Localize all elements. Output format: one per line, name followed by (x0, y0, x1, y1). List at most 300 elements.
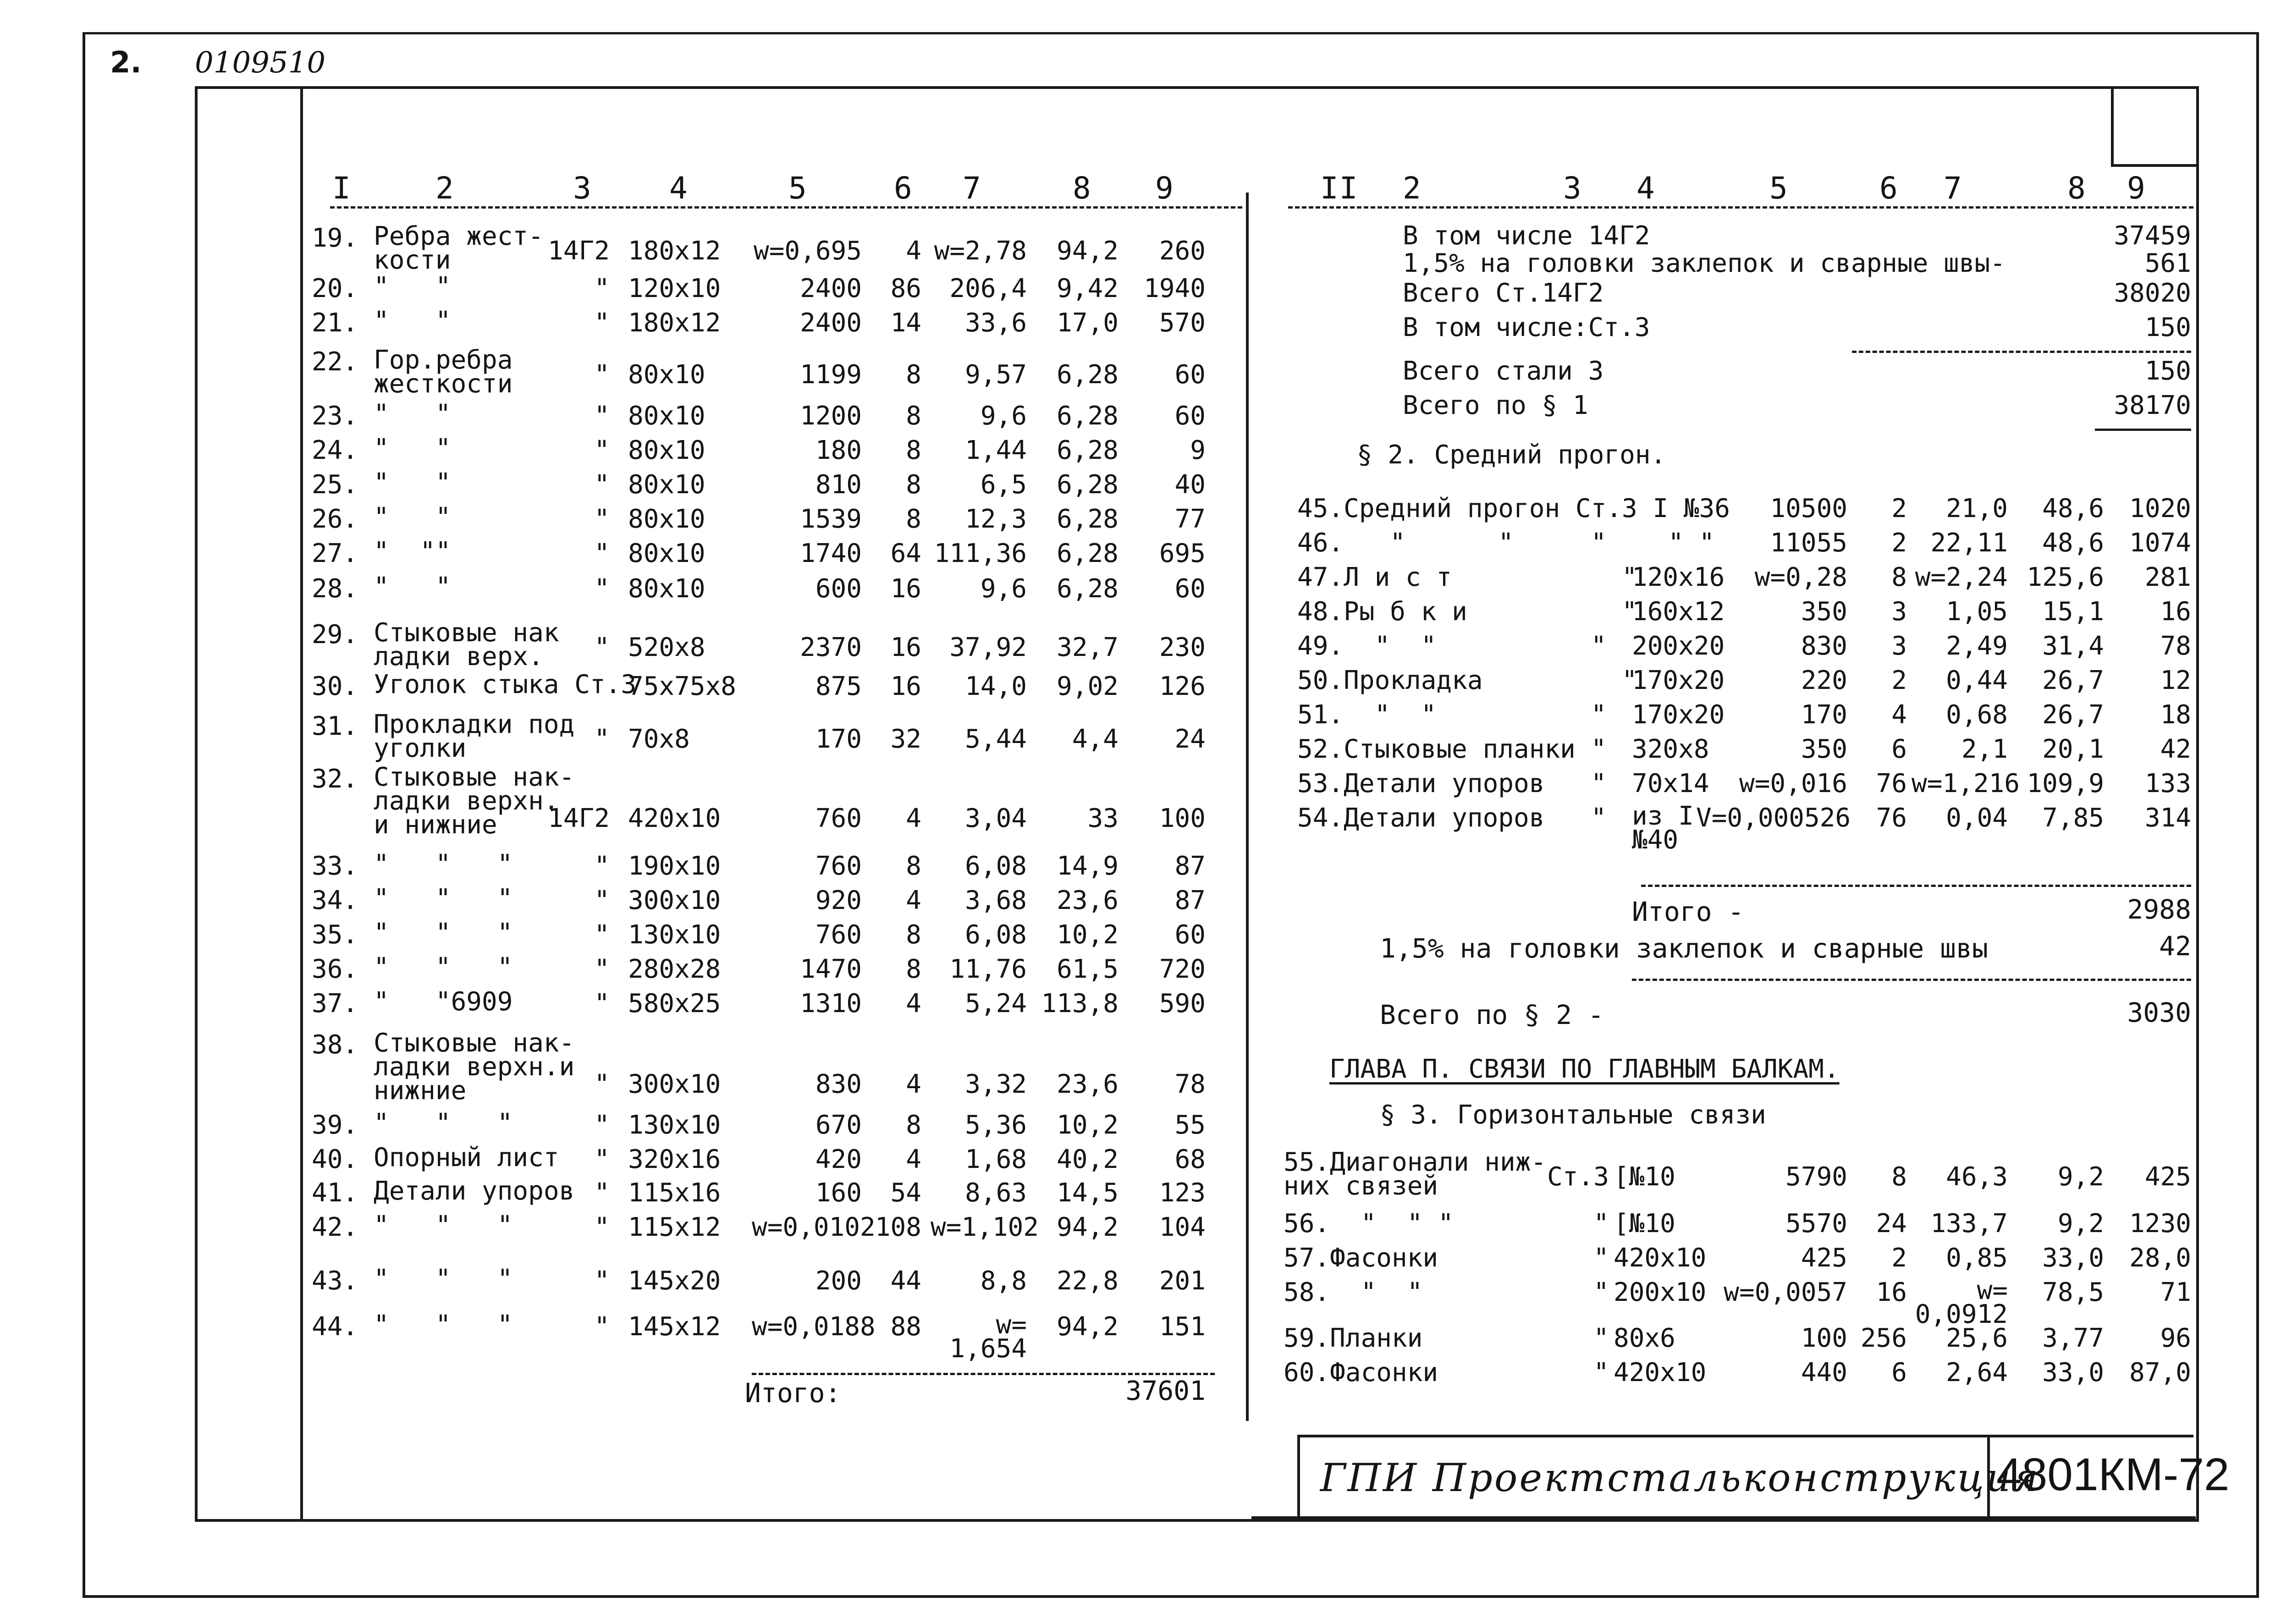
section-size: 180x12 (628, 236, 721, 266)
weight: 71 (2160, 1277, 2191, 1307)
corner-box (2111, 86, 2196, 167)
section-size: 420x10 (1614, 1243, 1707, 1273)
length: 10500 (1770, 494, 1847, 523)
unit-weight: 23,6 (1057, 1069, 1118, 1099)
weight: 151 (1159, 1312, 1206, 1342)
section-size: 200x20 (1632, 631, 1725, 661)
quantity: 8 (906, 360, 921, 390)
section-size: 80x10 (628, 360, 705, 390)
section2-rivets-value: 42 (2159, 930, 2191, 962)
section-size: 420x10 (628, 804, 721, 833)
summary-rule-2 (2095, 429, 2191, 431)
length: 2370 (800, 633, 862, 662)
length: 11055 (1770, 528, 1847, 558)
stamp-organization: ГПИ Проектстальконструкция (1320, 1455, 2040, 1500)
quantity: 54 (890, 1178, 921, 1208)
section-size: 190x10 (628, 851, 721, 881)
item-name: Детали упоров (374, 1176, 575, 1206)
item-name: 51. " " " (1297, 700, 1607, 730)
row-number: 39. (312, 1110, 358, 1140)
stamp-doc-number: 4801КМ-72 (1996, 1449, 2230, 1500)
steel-grade: " (594, 1110, 610, 1140)
quantity: 4 (906, 989, 921, 1018)
item-name: " " " (374, 1310, 513, 1340)
total-length: 6,5 (980, 470, 1027, 500)
quantity: 2 (1891, 666, 1907, 695)
total-length: w= 1,654 (949, 1310, 1027, 1364)
item-name: 58. " " (1284, 1277, 1423, 1307)
weight: 123 (1159, 1178, 1206, 1208)
length: 220 (1801, 666, 1847, 695)
summary-label: 1,5% на головки заклепок и сварные швы- (1403, 248, 2006, 278)
unit-weight: 78,5 (2042, 1277, 2104, 1307)
unit-weight: 10,2 (1057, 1110, 1118, 1140)
weight: 87,0 (2129, 1358, 2191, 1387)
item-name: " " (374, 502, 451, 532)
length: 760 (815, 804, 862, 833)
length: 170 (815, 724, 862, 754)
weight: 260 (1159, 236, 1206, 266)
total-length: 3,32 (965, 1069, 1027, 1099)
total-length: 9,57 (965, 360, 1027, 390)
weight: 87 (1174, 886, 1206, 915)
steel-grade: " (594, 633, 610, 662)
item-name: 48.Ры б к и " (1297, 597, 1637, 627)
page-number: 2. (110, 46, 142, 80)
unit-weight: 9,42 (1057, 274, 1118, 303)
weight: 570 (1159, 308, 1206, 338)
section2-title-text: § 2. Средний прогон. (1357, 440, 1666, 470)
section-size: 130x10 (628, 920, 721, 950)
weight: 60 (1174, 574, 1206, 604)
total-length: 111,36 (934, 539, 1027, 568)
length: 670 (815, 1110, 862, 1140)
total-length: 37,92 (949, 633, 1027, 662)
row-number: 31. (312, 711, 358, 741)
length: 350 (1801, 734, 1847, 764)
section-size: 170x20 (1632, 700, 1725, 730)
unit-weight: 33,0 (2042, 1243, 2104, 1273)
left-header-col-6: 6 (894, 171, 913, 206)
unit-weight: 109,9 (2027, 769, 2104, 798)
item-name: " "" (374, 537, 451, 567)
right-header-col-5: 5 (1769, 171, 1789, 206)
quantity: 76 (1876, 803, 1907, 833)
length: 875 (815, 672, 862, 701)
unit-weight: 6,28 (1057, 470, 1118, 500)
section2-total-value: 3030 (2127, 997, 2191, 1028)
total-length: 9,6 (980, 401, 1027, 431)
quantity: 24 (1876, 1209, 1907, 1239)
item-name: Стыковые нак ладки верх. (374, 618, 559, 672)
section-size: 130x10 (628, 1110, 721, 1140)
quantity: 4 (906, 1069, 921, 1099)
summary-label: Всего стали 3 (1403, 356, 1604, 386)
steel-grade: " (594, 401, 610, 431)
unit-weight: 48,6 (2042, 494, 2104, 523)
left-header-col-1: I (332, 171, 352, 206)
quantity: 44 (890, 1266, 921, 1296)
quantity: 4 (906, 236, 921, 266)
sheet-code: 0109510 (195, 46, 326, 80)
length: w=0,0057 (1724, 1277, 1847, 1307)
left-header-col-7: 7 (963, 171, 982, 206)
section-size: 70x8 (628, 724, 690, 754)
total-length: 206,4 (949, 274, 1027, 303)
summary-rule-1 (1852, 351, 2191, 353)
section2-itogo-value: 2988 (2127, 894, 2191, 925)
total-length: 0,04 (1946, 803, 2008, 833)
summary-value: 150 (2144, 356, 2191, 386)
quantity: 88 (890, 1312, 921, 1342)
unit-weight: 33,0 (2042, 1358, 2104, 1387)
right-header-col-1: II (1320, 171, 1359, 206)
weight: 1074 (2129, 528, 2191, 558)
item-name: " " (374, 306, 451, 336)
row-number: 35. (312, 920, 358, 950)
section-size: 300x10 (628, 1069, 721, 1099)
item-name: 57.Фасонки (1284, 1243, 1438, 1273)
section3-row (0, 1359, 2292, 1416)
item-name: " " " (374, 918, 513, 948)
unit-weight: 23,6 (1057, 886, 1118, 915)
total-length: 8,8 (980, 1266, 1027, 1296)
summary-value: 150 (2144, 313, 2191, 342)
quantity: 8 (906, 920, 921, 950)
section2-itogo-label: Итого - (1632, 896, 1744, 927)
quantity: 8 (1891, 562, 1907, 592)
stamp-rule-left (1297, 1435, 1300, 1517)
total-length: 2,49 (1946, 631, 2008, 661)
weight: 60 (1174, 920, 1206, 950)
row-number: 21. (312, 308, 358, 338)
unit-weight: 31,4 (2042, 631, 2104, 661)
row-number: 36. (312, 954, 358, 984)
section-size: 300x10 (628, 886, 721, 915)
length: w=0,0102 (752, 1212, 876, 1242)
length: w=0,016 (1739, 769, 1847, 798)
total-length: 5,44 (965, 724, 1027, 754)
weight: 590 (1159, 989, 1206, 1018)
length: 160 (815, 1178, 862, 1208)
item-name: Опорный лист (374, 1143, 559, 1173)
total-length: 3,68 (965, 886, 1027, 915)
steel-grade: " (594, 470, 610, 500)
row-number: 19. (312, 223, 358, 253)
summary-label: Всего Ст.14Г2 (1403, 278, 1604, 308)
summary-value: 38020 (2114, 278, 2191, 308)
quantity: 16 (890, 633, 921, 662)
weight: 42 (2160, 734, 2191, 764)
item-name: " " " (374, 849, 513, 879)
unit-weight: 125,6 (2027, 562, 2104, 592)
length: 1310 (800, 989, 862, 1018)
weight: 87 (1174, 851, 1206, 881)
quantity: 4 (1891, 700, 1907, 730)
section-size: 80x10 (628, 470, 705, 500)
weight: 695 (1159, 539, 1206, 568)
length: 2400 (800, 308, 862, 338)
item-name: " " " (374, 1211, 513, 1240)
section-size: 200x10 (1614, 1277, 1707, 1307)
total-length: 1,44 (965, 435, 1027, 465)
section-size: 180x12 (628, 308, 721, 338)
length: 1200 (800, 401, 862, 431)
quantity: 2 (1891, 528, 1907, 558)
total-length: 46,3 (1946, 1162, 2008, 1192)
steel-grade: " (1593, 1358, 1609, 1387)
total-length: 0,44 (1946, 666, 2008, 695)
steel-grade: " (594, 435, 610, 465)
total-length: 2,1 (1961, 734, 2008, 764)
length: 830 (815, 1069, 862, 1099)
row-number: 30. (312, 672, 358, 701)
summary-value: 37459 (2114, 221, 2191, 251)
weight: 60 (1174, 401, 1206, 431)
steel-grade: " (1593, 1323, 1609, 1353)
unit-weight: 9,2 (2057, 1162, 2104, 1192)
section-size: [№10 (1614, 1162, 1675, 1192)
total-length: 8,63 (965, 1178, 1027, 1208)
length: 5790 (1785, 1162, 1847, 1192)
length: 200 (815, 1266, 862, 1296)
weight: 201 (1159, 1266, 1206, 1296)
weight: 1020 (2129, 494, 2191, 523)
steel-grade: " (1593, 1243, 1609, 1273)
unit-weight: 14,9 (1057, 851, 1118, 881)
section-size: 320x16 (628, 1145, 721, 1174)
unit-weight: 40,2 (1057, 1145, 1118, 1174)
total-length: 1,68 (965, 1145, 1027, 1174)
quantity: 16 (1876, 1277, 1907, 1307)
section-size: 145x12 (628, 1312, 721, 1342)
length: V=0,000526 (1696, 803, 1851, 833)
length: 425 (1801, 1243, 1847, 1273)
right-header-col-2: 2 (1403, 171, 1422, 206)
quantity: 32 (890, 724, 921, 754)
item-name: 50.Прокладка " (1297, 666, 1637, 695)
section-size: 420x10 (1614, 1358, 1707, 1387)
row-number: 27. (312, 539, 358, 568)
row-number: 40. (312, 1145, 358, 1174)
total-length: 21,0 (1946, 494, 2008, 523)
steel-grade: " (594, 274, 610, 303)
steel-grade: " (1593, 1209, 1609, 1239)
length: 350 (1801, 597, 1847, 627)
unit-weight: 94,2 (1057, 1212, 1118, 1242)
right-header-col-3: 3 (1563, 171, 1582, 206)
steel-grade: " (594, 1178, 610, 1208)
length: 1539 (800, 504, 862, 534)
unit-weight: 7,85 (2042, 803, 2104, 833)
quantity: 86 (890, 274, 921, 303)
weight: 133 (2144, 769, 2191, 798)
total-length: 0,68 (1946, 700, 2008, 730)
section-size: 115x12 (628, 1212, 721, 1242)
quantity: 8 (906, 954, 921, 984)
total-length: w=2,78 (934, 236, 1027, 266)
item-name: 53.Детали упоров " (1297, 769, 1607, 798)
section-size: 280x28 (628, 954, 721, 984)
unit-weight: 26,7 (2042, 666, 2104, 695)
section-size: 145x20 (628, 1266, 721, 1296)
section-size: 70x14 (1632, 769, 1709, 798)
weight: 9 (1190, 435, 1206, 465)
quantity: 4 (906, 804, 921, 833)
unit-weight: 113,8 (1041, 989, 1118, 1018)
steel-grade: " (1593, 1277, 1609, 1307)
row-number: 29. (312, 620, 358, 650)
item-name: 60.Фасонки (1284, 1358, 1438, 1387)
unit-weight: 22,8 (1057, 1266, 1118, 1296)
weight: 16 (2160, 597, 2191, 627)
unit-weight: 6,28 (1057, 574, 1118, 604)
top-border-line (83, 32, 2256, 34)
length: 1470 (800, 954, 862, 984)
quantity: 8 (906, 435, 921, 465)
steel-grade: " (594, 724, 610, 754)
row-number: 26. (312, 504, 358, 534)
total-length: 11,76 (949, 954, 1027, 984)
weight: 230 (1159, 633, 1206, 662)
summary-row (0, 392, 2292, 449)
item-name: 45.Средний прогон Ст.3 I №36 (1297, 494, 1730, 523)
left-header-col-5: 5 (788, 171, 808, 206)
unit-weight: 15,1 (2042, 597, 2104, 627)
total-length: w=1,102 (931, 1212, 1039, 1242)
weight: 104 (1159, 1212, 1206, 1242)
unit-weight: 48,6 (2042, 528, 2104, 558)
weight: 78 (2160, 631, 2191, 661)
weight: 96 (2160, 1323, 2191, 1353)
weight: 126 (1159, 672, 1206, 701)
total-length: w=1,216 (1912, 769, 2020, 798)
section-size: 170x20 (1632, 666, 1725, 695)
total-length: 14,0 (965, 672, 1027, 701)
unit-weight: 33 (1087, 804, 1118, 833)
total-length: 5,24 (965, 989, 1027, 1018)
item-name: 56. " " " (1284, 1209, 1454, 1239)
summary-label: В том числе 14Г2 (1403, 221, 1650, 251)
quantity: 108 (875, 1212, 921, 1242)
quantity: 2 (1891, 494, 1907, 523)
total-length: w= 0,0912 (1915, 1276, 2008, 1329)
weight: 78 (1174, 1069, 1206, 1099)
weight: 28,0 (2129, 1243, 2191, 1273)
item-name: " " (374, 572, 451, 602)
right-header-col-8: 8 (2067, 171, 2087, 206)
section-size: 80x10 (628, 401, 705, 431)
row-number: 32. (312, 764, 358, 794)
row-number: 44. (312, 1312, 358, 1342)
length: 5570 (1785, 1209, 1847, 1239)
row-number: 28. (312, 574, 358, 604)
section-size: 80x10 (628, 504, 705, 534)
section-size: 115x16 (628, 1178, 721, 1208)
steel-grade: " (594, 574, 610, 604)
unit-weight: 9,02 (1057, 672, 1118, 701)
item-name: Гор.ребра жесткости (374, 345, 513, 399)
steel-grade: " (594, 308, 610, 338)
quantity: 64 (890, 539, 921, 568)
left-header-col-2: 2 (435, 171, 455, 206)
total-length: 12,3 (965, 504, 1027, 534)
quantity: 8 (906, 1110, 921, 1140)
quantity: 14 (890, 308, 921, 338)
length: 810 (815, 470, 862, 500)
section-size: из I №40 (1632, 801, 1694, 855)
weight: 281 (2144, 562, 2191, 592)
chapter-title-text: ГЛАВА П. СВЯЗИ ПО ГЛАВНЫМ БАЛКАМ. (1329, 1054, 1840, 1084)
item-name: 46. " " " " " (1297, 528, 1715, 558)
right-header-col-9: 9 (2127, 171, 2146, 206)
section2-rule-1 (1641, 885, 2191, 887)
quantity: 8 (1891, 1162, 1907, 1192)
summary-value: 561 (2144, 248, 2191, 278)
section-size: 580x25 (628, 989, 721, 1018)
total-length: 1,05 (1946, 597, 2008, 627)
quantity: 8 (906, 401, 921, 431)
length: w=0,0188 (752, 1312, 876, 1342)
item-name: Прокладки под уголки (374, 710, 575, 763)
item-name: Уголок стыка Ст.3 (374, 670, 637, 699)
quantity: 8 (906, 504, 921, 534)
section3-title (1380, 1100, 1766, 1130)
item-name: 47.Л и с т " (1297, 562, 1637, 592)
summary-value: 38170 (2114, 391, 2191, 420)
row-number: 42. (312, 1212, 358, 1242)
total-length: 33,6 (965, 308, 1027, 338)
section2-rule-2 (1632, 979, 2191, 981)
row-number: 24. (312, 435, 358, 465)
weight: 68 (1174, 1145, 1206, 1174)
item-name: Стыковые нак- ладки верхн.и нижние (374, 1028, 575, 1106)
right-header-rule (1288, 206, 2193, 209)
summary-label: Всего по § 1 (1403, 391, 1588, 420)
unit-weight: 6,28 (1057, 435, 1118, 465)
row-number: 20. (312, 274, 358, 303)
item-name: " " (374, 399, 451, 429)
total-length: 22,11 (1930, 528, 2008, 558)
chapter-title (1329, 1054, 1840, 1084)
unit-weight: 20,1 (2042, 734, 2104, 764)
weight: 77 (1174, 504, 1206, 534)
weight: 100 (1159, 804, 1206, 833)
steel-grade: 14Г2 (548, 804, 610, 833)
item-name: 54.Детали упоров " (1297, 803, 1607, 833)
left-total-value: 37601 (1125, 1375, 1206, 1406)
steel-grade: " (594, 989, 610, 1018)
row-number: 34. (312, 886, 358, 915)
left-header-col-9: 9 (1155, 171, 1174, 206)
weight: 314 (2144, 803, 2191, 833)
quantity: 6 (1891, 734, 1907, 764)
total-length: 0,85 (1946, 1243, 2008, 1273)
steel-grade: " (594, 1266, 610, 1296)
weight: 425 (2144, 1162, 2191, 1192)
left-header-col-4: 4 (669, 171, 689, 206)
unit-weight: 26,7 (2042, 700, 2104, 730)
total-length: 133,7 (1930, 1209, 2008, 1239)
steel-grade: " (594, 539, 610, 568)
section-size: 80x10 (628, 574, 705, 604)
section-size: 520x8 (628, 633, 705, 662)
item-name: 52.Стыковые планки " (1297, 734, 1607, 764)
length: 920 (815, 886, 862, 915)
quantity: 4 (906, 1145, 921, 1174)
row-number: 38. (312, 1030, 358, 1060)
item-name: " " (374, 272, 451, 302)
